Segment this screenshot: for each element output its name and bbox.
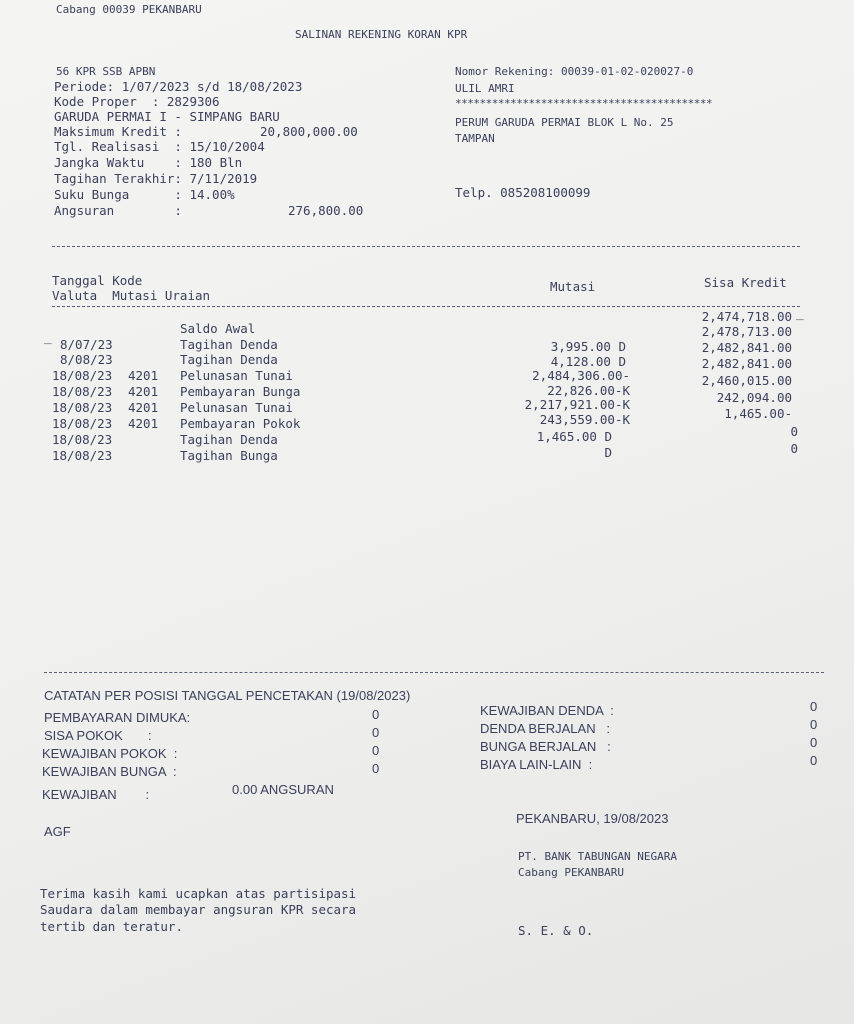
row-date: 18/08/23 (52, 368, 113, 383)
col-header-line-1: Tanggal Kode (52, 273, 143, 288)
note-label: DENDA BERJALAN : (480, 721, 611, 736)
kewajiban-value: 0.00 ANGSURAN (232, 782, 334, 797)
margin-mark: _ (44, 330, 52, 345)
term: Jangka Waktu : 180 Bln (54, 155, 243, 170)
row-desc: Pembayaran Pokok (180, 416, 301, 431)
row-mutasi: 22,826.00-K (547, 383, 630, 398)
row-sisa: 2,482,841.00 (701, 340, 792, 355)
row-date: 18/08/23 (52, 432, 113, 447)
project-code: Kode Proper : 2829306 (54, 94, 220, 109)
row-mutasi: 4,128.00 D (550, 354, 626, 369)
thanks-line-3: tertib dan teratur. (40, 919, 183, 934)
note-label: BUNGA BERJALAN : (480, 739, 611, 754)
installment-value: 276,800.00 (288, 203, 364, 218)
account-number: Nomor Rekening: 00039-01-02-020027-0 (455, 65, 694, 78)
thanks-line-1: Terima kasih kami ucapkan atas partisipasi (40, 886, 357, 901)
note-value: 0 (372, 743, 380, 758)
max-credit-label: Maksimum Kredit : (54, 124, 182, 139)
divider (52, 246, 800, 247)
row-mutasi: 3,995.00 D (550, 339, 626, 354)
masked-line: ****************************************** (455, 97, 713, 110)
interest-rate: Suku Bunga : 14.00% (54, 187, 235, 202)
row-desc: Tagihan Bunga (180, 448, 278, 463)
address-line-2: TAMPAN (455, 132, 495, 145)
row-sisa: 1,465.00- (724, 406, 792, 421)
row-code: 4201 (128, 416, 159, 431)
row-sisa: 2,460,015.00 (701, 373, 792, 388)
row-mutasi: D (604, 445, 612, 460)
note-value: 0 (810, 735, 818, 750)
row-mutasi: 243,559.00-K (539, 412, 630, 427)
project-name: GARUDA PERMAI I - SIMPANG BARU (54, 109, 280, 124)
col-header-mutasi: Mutasi (550, 279, 596, 294)
bank-name: PT. BANK TABUNGAN NEGARA (518, 850, 677, 863)
note-label: SISA POKOK : (44, 728, 152, 743)
row-desc: Saldo Awal (180, 321, 256, 336)
note-value: 0 (810, 699, 818, 714)
row-desc: Pelunasan Tunai (180, 368, 293, 383)
row-desc: Tagihan Denda (180, 352, 278, 367)
col-header-line-2: Valuta Mutasi Uraian (52, 288, 211, 303)
product-name: 56 KPR SSB APBN (56, 65, 156, 78)
note-label: KEWAJIBAN POKOK : (42, 746, 178, 761)
kewajiban-label: KEWAJIBAN : (42, 787, 150, 802)
place-date: PEKANBARU, 19/08/2023 (516, 811, 669, 826)
row-sisa: 2,482,841.00 (701, 356, 792, 371)
note-label: KEWAJIBAN DENDA : (480, 703, 614, 718)
row-code: 4201 (128, 384, 159, 399)
row-mutasi: 1,465.00 D (536, 429, 612, 444)
realization-date: Tgl. Realisasi : 15/10/2004 (54, 139, 265, 154)
margin-mark: _ (796, 306, 804, 321)
note-label: PEMBAYARAN DIMUKA: (44, 710, 191, 725)
row-desc: Tagihan Denda (180, 432, 278, 447)
note-value: 0 (372, 707, 380, 722)
row-sisa: 0 (790, 424, 798, 439)
row-date: 18/08/23 (52, 400, 113, 415)
row-sisa: 242,094.00 (716, 390, 792, 405)
divider (52, 306, 800, 307)
period: Periode: 1/07/2023 s/d 18/08/2023 (54, 79, 303, 94)
notes-title: CATATAN PER POSISI TANGGAL PENCETAKAN (19/08/2023) (44, 688, 411, 703)
row-date: 8/07/23 (60, 337, 113, 352)
row-date: 8/08/23 (60, 352, 113, 367)
row-date: 18/08/23 (52, 448, 113, 463)
row-desc: Pembayaran Bunga (180, 384, 301, 399)
document-title: SALINAN REKENING KORAN KPR (295, 28, 468, 41)
row-code: 4201 (128, 400, 159, 415)
row-date: 18/08/23 (52, 384, 113, 399)
note-value: 0 (810, 753, 818, 768)
phone: Telp. 085208100099 (455, 185, 591, 200)
errors-omissions: S. E. & O. (518, 923, 594, 938)
row-mutasi: 2,217,921.00-K (524, 397, 630, 412)
branch-header: Cabang 00039 PEKANBARU (56, 3, 202, 16)
agf-code: AGF (44, 824, 71, 839)
installment-label: Angsuran : (54, 203, 182, 218)
address-line-1: PERUM GARUDA PERMAI BLOK L No. 25 (455, 116, 674, 129)
col-header-sisa: Sisa Kredit (704, 275, 787, 290)
note-label: BIAYA LAIN-LAIN : (480, 757, 593, 772)
row-sisa: 2,478,713.00 (701, 324, 792, 339)
last-bill: Tagihan Terakhir: 7/11/2019 (54, 171, 258, 186)
row-desc: Tagihan Denda (180, 337, 278, 352)
row-date: 18/08/23 (52, 416, 113, 431)
row-sisa: 2,474,718.00 (701, 309, 792, 324)
row-code: 4201 (128, 368, 159, 383)
note-value: 0 (372, 761, 380, 776)
row-sisa: 0 (790, 441, 798, 456)
note-value: 0 (372, 725, 380, 740)
row-desc: Pelunasan Tunai (180, 400, 293, 415)
note-value: 0 (810, 717, 818, 732)
max-credit-value: 20,800,000.00 (260, 124, 358, 139)
customer-name: ULIL AMRI (455, 82, 515, 95)
divider (44, 672, 824, 673)
note-label: KEWAJIBAN BUNGA : (42, 764, 177, 779)
thanks-line-2: Saudara dalam membayar angsuran KPR secara (40, 902, 357, 917)
row-mutasi: 2,484,306.00- (532, 368, 630, 383)
bank-branch: Cabang PEKANBARU (518, 866, 624, 879)
